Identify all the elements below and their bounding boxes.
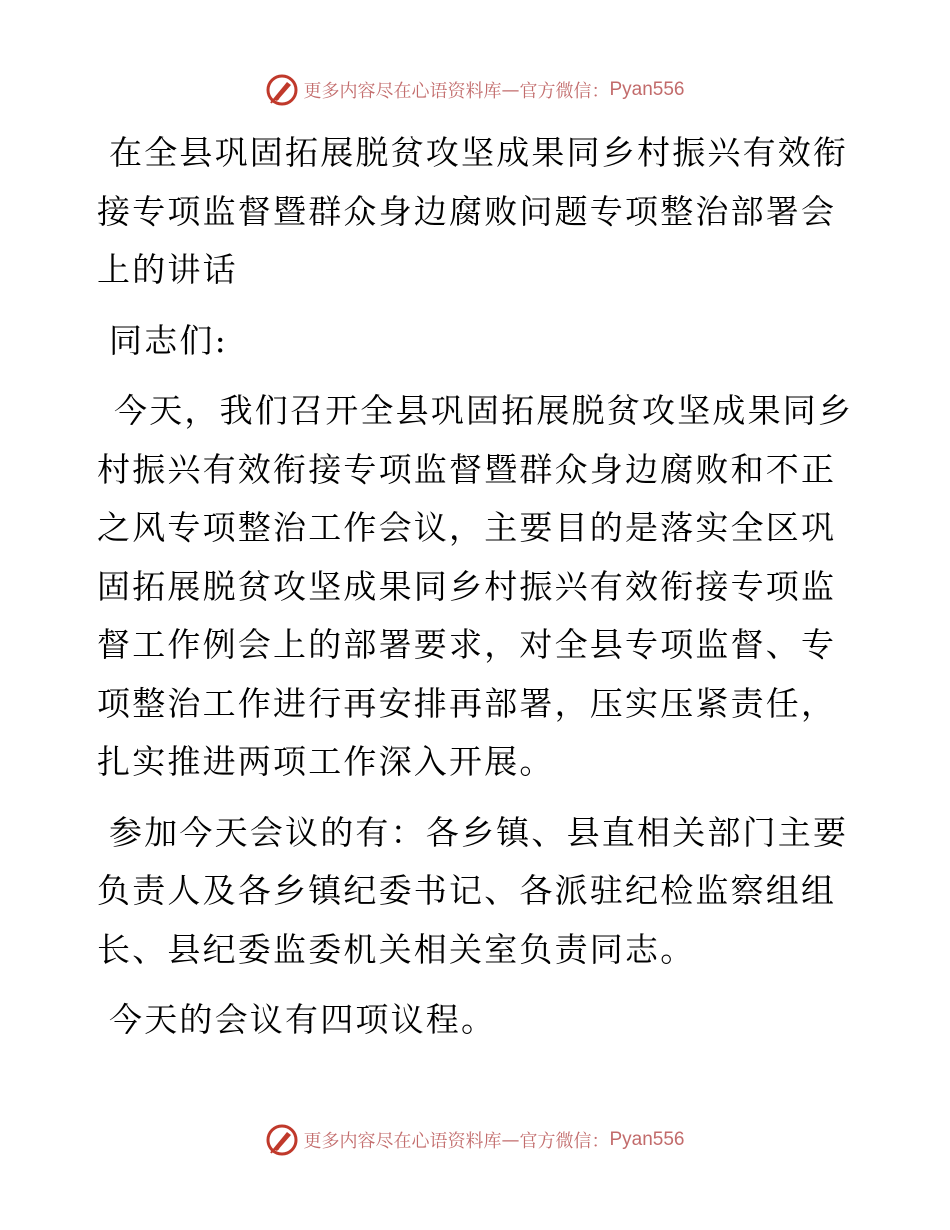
paragraph-3: 今天的会议有四项议程。 xyxy=(109,1000,497,1039)
footer-banner-wechat-id: Pyan556 xyxy=(609,1129,685,1150)
footer-banner-wechat-label: 官方微信： xyxy=(519,1131,610,1152)
paragraph-2: 参加今天会议的有：各乡镇、县直相关部门主要负责人及各乡镇纪委书记、各派驻纪检监察组组长、县纪委监委机关相关室负责同志。 xyxy=(97,812,849,969)
document-title: 在全县巩固拓展脱贫攻坚成果同乡村振兴有效衔接专项监督暨群众身边腐败问题专项整治部署会上的讲话 xyxy=(97,133,849,289)
header-banner xyxy=(0,70,950,110)
greeting: 同志们: xyxy=(109,320,228,360)
document-body xyxy=(97,124,857,1050)
header-banner-wechat-label: 官方微信： xyxy=(519,81,610,102)
header-banner-separator: — xyxy=(501,79,520,101)
brand-logo-icon xyxy=(265,1123,299,1157)
header-banner-wechat-id: Pyan556 xyxy=(609,79,685,100)
footer-banner xyxy=(0,1120,950,1160)
footer-banner-separator: — xyxy=(501,1129,520,1151)
paragraph-1: 今天，我们召开全县巩固拓展脱贫攻坚成果同乡村振兴有效衔接专项监督暨群众身边腐败和不正之风专项整治工作会议，主要目的是落实全区巩固拓展脱贫攻坚成果同乡村振兴有效衔接专项监督工作例会上的部署要求，对全县专项监督、专项整治工作进行再安排再部署，压实压紧责任，扎实推进两项工作深入开展。 xyxy=(97,391,854,781)
footer-banner-text: 更多内容尽在心语资料库 xyxy=(303,1131,502,1152)
header-banner-text: 更多内容尽在心语资料库 xyxy=(303,81,502,102)
brand-logo-icon xyxy=(265,73,299,107)
